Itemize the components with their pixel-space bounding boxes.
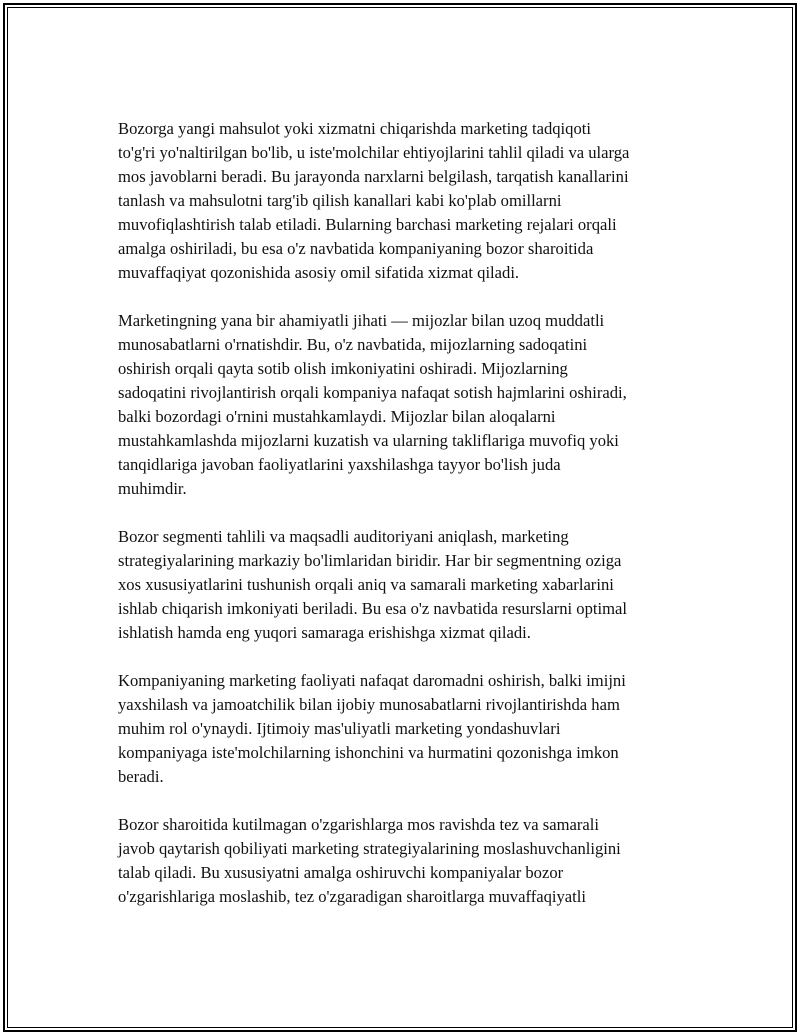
paragraph-3: Bozor segmenti tahlili va maqsadli auditoriyani aniqlash, marketing strategiyalarining markaziy bo'limlaridan biridir. Har bir segmentning oziga xos xususiyatlarini tushunish orqali aniq va samarali marketing xabarlarini ishlab chiqarish imkoniyati beriladi. Bu esa o'z navbatida resurslarni optimal ishlatish hamda eng yuqori samaraga erishishga xizmat qiladi.: [118, 527, 627, 642]
document-body: [118, 117, 690, 933]
paragraph-5: Bozor sharoitida kutilmagan o'zgarishlarga mos ravishda tez va samarali javob qaytarish qobiliyati marketing strategiyalarining moslashuvchanligini talab qiladi. Bu xususiyatni amalga oshiruvchi kompaniyalar bozor o'zgarishlariga moslashib, tez o'zgaradigan sharoitlarga muvaffaqiyatli: [118, 815, 621, 906]
paragraph-4: Kompaniyaning marketing faoliyati nafaqat daromadni oshirish, balki imijni yaxshilash va jamoatchilik bilan ijobiy munosabatlarni rivojlantirishda ham muhim rol o'ynaydi. Ijtimoiy mas'uliyatli marketing yondashuvlari kompaniyaga iste'molchilarning ishonchini va hurmatini qozonishga imkon beradi.: [118, 671, 626, 786]
paragraph-1: Bozorga yangi mahsulot yoki xizmatni chiqarishda marketing tadqiqoti to'g'ri yo'naltirilgan bo'lib, u iste'molchilar ehtiyojlarini tahlil qiladi va ularga mos javoblarni beradi. Bu jarayonda narxlarni belgilash, tarqatish kanallarini tanlash va mahsulotni targ'ib qilish kanallari kabi ko'plab omillarni muvofiqlashtirish talab etiladi. Bularning barchasi marketing rejalari orqali amalga oshiriladi, bu esa o'z navbatida kompaniyaning bozor sharoitida muvaffaqiyat qozonishida asosiy omil sifatida xizmat qiladi.: [118, 119, 630, 282]
paragraph-2: Marketingning yana bir ahamiyatli jihati — mijozlar bilan uzoq muddatli munosabatlarni o'rnatishdir. Bu, o'z navbatida, mijozlarning sadoqatini oshirish orqali qayta sotib olish imkoniyatini oshiradi. Mijozlarning sadoqatini rivojlantirish orqali kompaniya nafaqat sotish hajmlarini oshiradi, balki bozordagi o'rnini mustahkamlaydi. Mijozlar bilan aloqalarni mustahkamlashda mijozlarni kuzatish va ularning takliflariga muvofiq yoki tanqidlariga javoban faoliyatlarini yaxshilashga tayyor bo'lish juda muhimdir.: [118, 311, 627, 498]
